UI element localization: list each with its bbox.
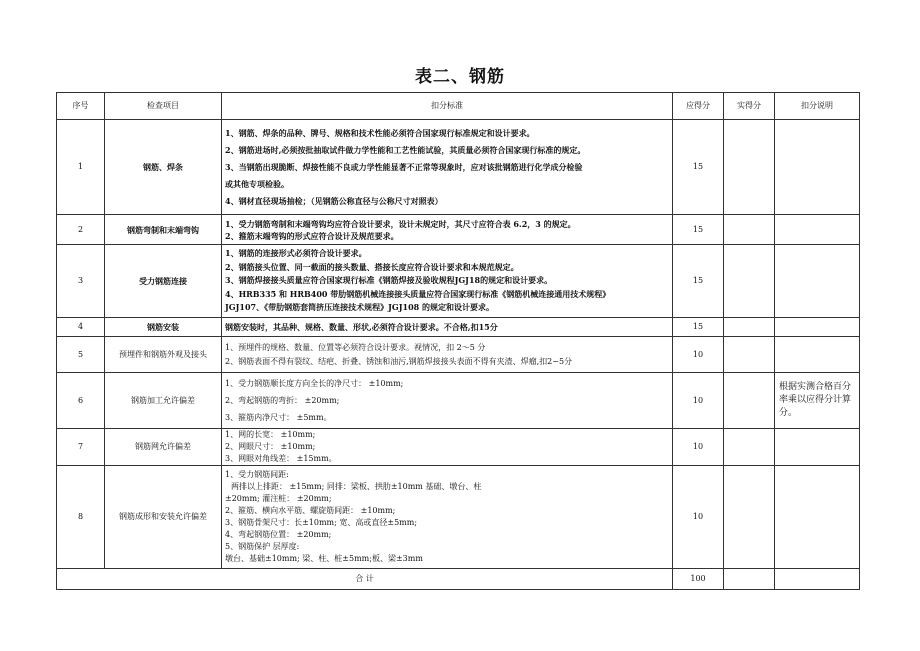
row-standard: 1、网的长宽： ±10mm; 2、网眼尺寸： ±10mm; 3、网眼对角线差： ±15mm。 <box>222 429 673 466</box>
row-item: 钢筋弯制和末端弯钩 <box>105 215 222 245</box>
row-note <box>775 466 860 569</box>
row-standard: 1、受力钢筋弯制和末端弯钩均应符合设计要求，设计未规定时，其尺寸应符合表 6.2，3 的规定。 2、箍筋末端弯钩的形式应符合设计及规范要求。 <box>222 215 673 245</box>
header-standard: 扣分标准 <box>222 93 673 120</box>
row-score: 15 <box>673 215 724 245</box>
row-actual-score <box>724 466 775 569</box>
row-item: 钢筋加工允许偏差 <box>105 373 222 429</box>
row-standard: 钢筋安装时，其品种、规格、数量、形状,必须符合设计要求。不合格,扣15分 <box>222 318 673 337</box>
row-standard: 1、预埋件的规格、数量、位置等必须符合设计要求。视情况，扣 2～5 分 2、钢筋表面不得有裂纹、结疤、折叠、锈蚀和油污,钢筋焊接接头表面不得有夹渣、焊瘤,扣2~5分 <box>222 337 673 373</box>
row-seq: 3 <box>57 245 105 318</box>
row-note <box>775 337 860 373</box>
table-row <box>57 337 860 373</box>
row-score: 15 <box>673 318 724 337</box>
table-row <box>57 120 860 215</box>
page-title: 表二、钢筋 <box>415 67 505 87</box>
row-item: 钢筋成形和安装允许偏差 <box>105 466 222 569</box>
row-note <box>775 429 860 466</box>
row-standard: 1、受力钢筋顺长度方向全长的净尺寸： ±10mm; 2、弯起钢筋的弯折： ±20mm; 3、箍筋内净尺寸： ±5mm。 <box>222 373 673 429</box>
scoring-table <box>56 92 860 590</box>
header-score-due: 应得分 <box>673 93 724 120</box>
row-score: 15 <box>673 245 724 318</box>
row-score: 10 <box>673 373 724 429</box>
row-note <box>775 215 860 245</box>
row-score: 10 <box>673 429 724 466</box>
total-note <box>775 569 860 590</box>
total-row <box>57 569 860 590</box>
row-note: 根据实测合格百分率乘以应得分计算分。 <box>775 373 860 429</box>
row-item: 钢筋、焊条 <box>105 120 222 215</box>
table-row <box>57 373 860 429</box>
table-row <box>57 429 860 466</box>
row-item: 受力钢筋连接 <box>105 245 222 318</box>
row-seq: 6 <box>57 373 105 429</box>
row-seq: 4 <box>57 318 105 337</box>
table-row <box>57 466 860 569</box>
row-item: 钢筋安装 <box>105 318 222 337</box>
table-row <box>57 318 860 337</box>
row-actual-score <box>724 318 775 337</box>
row-actual-score <box>724 245 775 318</box>
total-label: 合 计 <box>57 569 673 590</box>
row-standard: 1、钢筋的连接形式必须符合设计要求。 2、钢筋接头位置、同一截面的接头数量、搭接长度应符合设计要求和本规范规定。 3、钢筋焊接接头质量应符合国家现行标准《钢筋焊接及验收规程JGJ18的规定和设计要求。 4、HRB335 和 HRB400 带肋钢筋机械连接接头质量应符合国家现行标准《钢筋机械连接通用技术规程》 JGJ107、《带肋钢筋套筒挤压连接技术规程》JGJ108 的规定和设计要求。 <box>222 245 673 318</box>
header-item: 检查项目 <box>105 93 222 120</box>
row-score: 10 <box>673 466 724 569</box>
row-standard: 1、钢筋、焊条的品种、牌号、规格和技术性能必须符合国家现行标准规定和设计要求。 2、钢筋进场时,必须按批抽取试件做力学性能和工艺性能试验，其质量必须符合国家现行标准的规定。 3、当钢筋出现脆断、焊接性能不良或力学性能显著不正常等现象时，应对该批钢筋进行化学成分检验 或其他专项检验。 4、钢材直径现场抽检；（见钢筋公称直径与公称尺寸对照表） <box>222 120 673 215</box>
row-seq: 8 <box>57 466 105 569</box>
row-note <box>775 318 860 337</box>
total-score: 100 <box>673 569 724 590</box>
row-standard: 1、受力钢筋间距: 两排以上排距： ±15mm; 同排：梁板、拱肋±10mm 基础、墩台、柱 ±20mm; 灌注桩： ±20mm; 2、箍筋、横向水平筋、螺旋筋间距： ±10mm; 3、钢筋骨架尺寸：长±10mm; 宽、高或直径±5mm; 4、弯起钢筋位置： ±20mm; 5、钢筋保护 层厚度: 墩台、基础±10mm; 梁、柱、桩±5mm;板、梁±3mm <box>222 466 673 569</box>
row-score: 10 <box>673 337 724 373</box>
header-seq: 序号 <box>57 93 105 120</box>
row-item: 预埋件和钢筋外观及接头 <box>105 337 222 373</box>
total-actual-score <box>724 569 775 590</box>
row-actual-score <box>724 215 775 245</box>
row-seq: 5 <box>57 337 105 373</box>
row-actual-score <box>724 120 775 215</box>
row-seq: 1 <box>57 120 105 215</box>
row-item: 钢筋网允许偏差 <box>105 429 222 466</box>
row-note <box>775 120 860 215</box>
table-row <box>57 245 860 318</box>
row-note <box>775 245 860 318</box>
row-actual-score <box>724 337 775 373</box>
row-actual-score <box>724 373 775 429</box>
header-score-actual: 实得分 <box>724 93 775 120</box>
row-actual-score <box>724 429 775 466</box>
row-seq: 2 <box>57 215 105 245</box>
header-deduction-note: 扣分说明 <box>775 93 860 120</box>
table-row <box>57 215 860 245</box>
row-score: 15 <box>673 120 724 215</box>
row-seq: 7 <box>57 429 105 466</box>
header-row <box>57 93 860 120</box>
